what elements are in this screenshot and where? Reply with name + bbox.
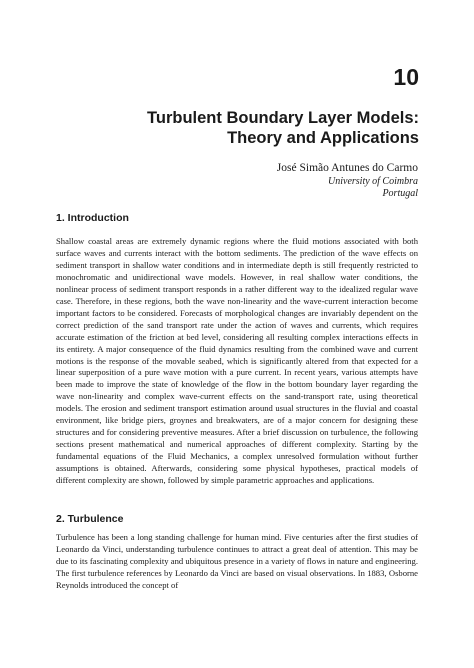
turbulence-paragraph: Turbulence has been a long standing challenge for human mind. Five centuries after the first studies of Leonardo da Vinci, understanding turbulence continues to attract a great deal of attention. This may be due to its fascinating complexity and ubiquitous presence in a variety of flows in nature and engineering. The first turbulence references by Leonardo da Vinci are based on visual observations. In 1883, Osborne Reynolds introduced the concept of <box>56 532 418 590</box>
introduction-paragraph: Shallow coastal areas are extremely dynamic regions where the fluid motions associated with both surface waves and currents interact with the bottom sediments. The prediction of the wave effects on sediment transport in shallow water conditions and in intermediate depth is still frequently restricted to monochromatic and unidirectional wave models. However, in real shallow water conditions, the nonlinear process of sediment transport responds in a rather different way to the idealized regular wave case. Therefore, in these regions, both the wave non-linearity and the wave-current interaction become important factors to be considered. Forecasts of morphological changes are invariably dependent on the correct prediction of the sand transport rate under the action of waves and currents, which requires accurate estimation of the friction at bed level, considering all resulting complex interactions effects in its entirety. A major consequence of the fluid dynamics resulting from the combined wave and current motions is the response of the movable seabed, which is significantly altered from that expected for a linear superposition of a pure wave motion with a pure current. In recent years, various attempts have been made to improve the state of knowledge of the flow in the bottom boundary layer regarding the wave non-linearity and complex wave-current effects on the sand-transport rate, using theoretical models. The erosion and sediment transport estimation around usual structures in the fluvial and coastal environment, like bridge piers, groynes and breakwaters, are of a major concern for designing these structures and for considering preventive measures. After a brief discussion on turbulence, the following sections present mathematical and numerical approaches of different complexity. Starting by the fundamental equations of the Fluid Mechanics, a complex unresolved formulation without further assumptions is obtained. Afterwards, considering some physical hypotheses, practical models of different complexity are shown, followed by simple parametric approaches and applications. <box>56 236 418 486</box>
chapter-title-line-1: Turbulent Boundary Layer Models: <box>147 109 419 127</box>
author-block <box>277 162 418 201</box>
section-heading-turbulence: 2. Turbulence <box>56 513 124 525</box>
author-university: University of Coimbra <box>328 175 418 187</box>
author-country: Portugal <box>382 188 418 199</box>
chapter-number: 10 <box>393 64 419 90</box>
chapter-title-line-2: Theory and Applications <box>227 129 419 147</box>
author-name: José Simão Antunes do Carmo <box>276 162 418 174</box>
chapter-title <box>89 108 419 148</box>
section-heading-introduction: 1. Introduction <box>56 212 129 224</box>
